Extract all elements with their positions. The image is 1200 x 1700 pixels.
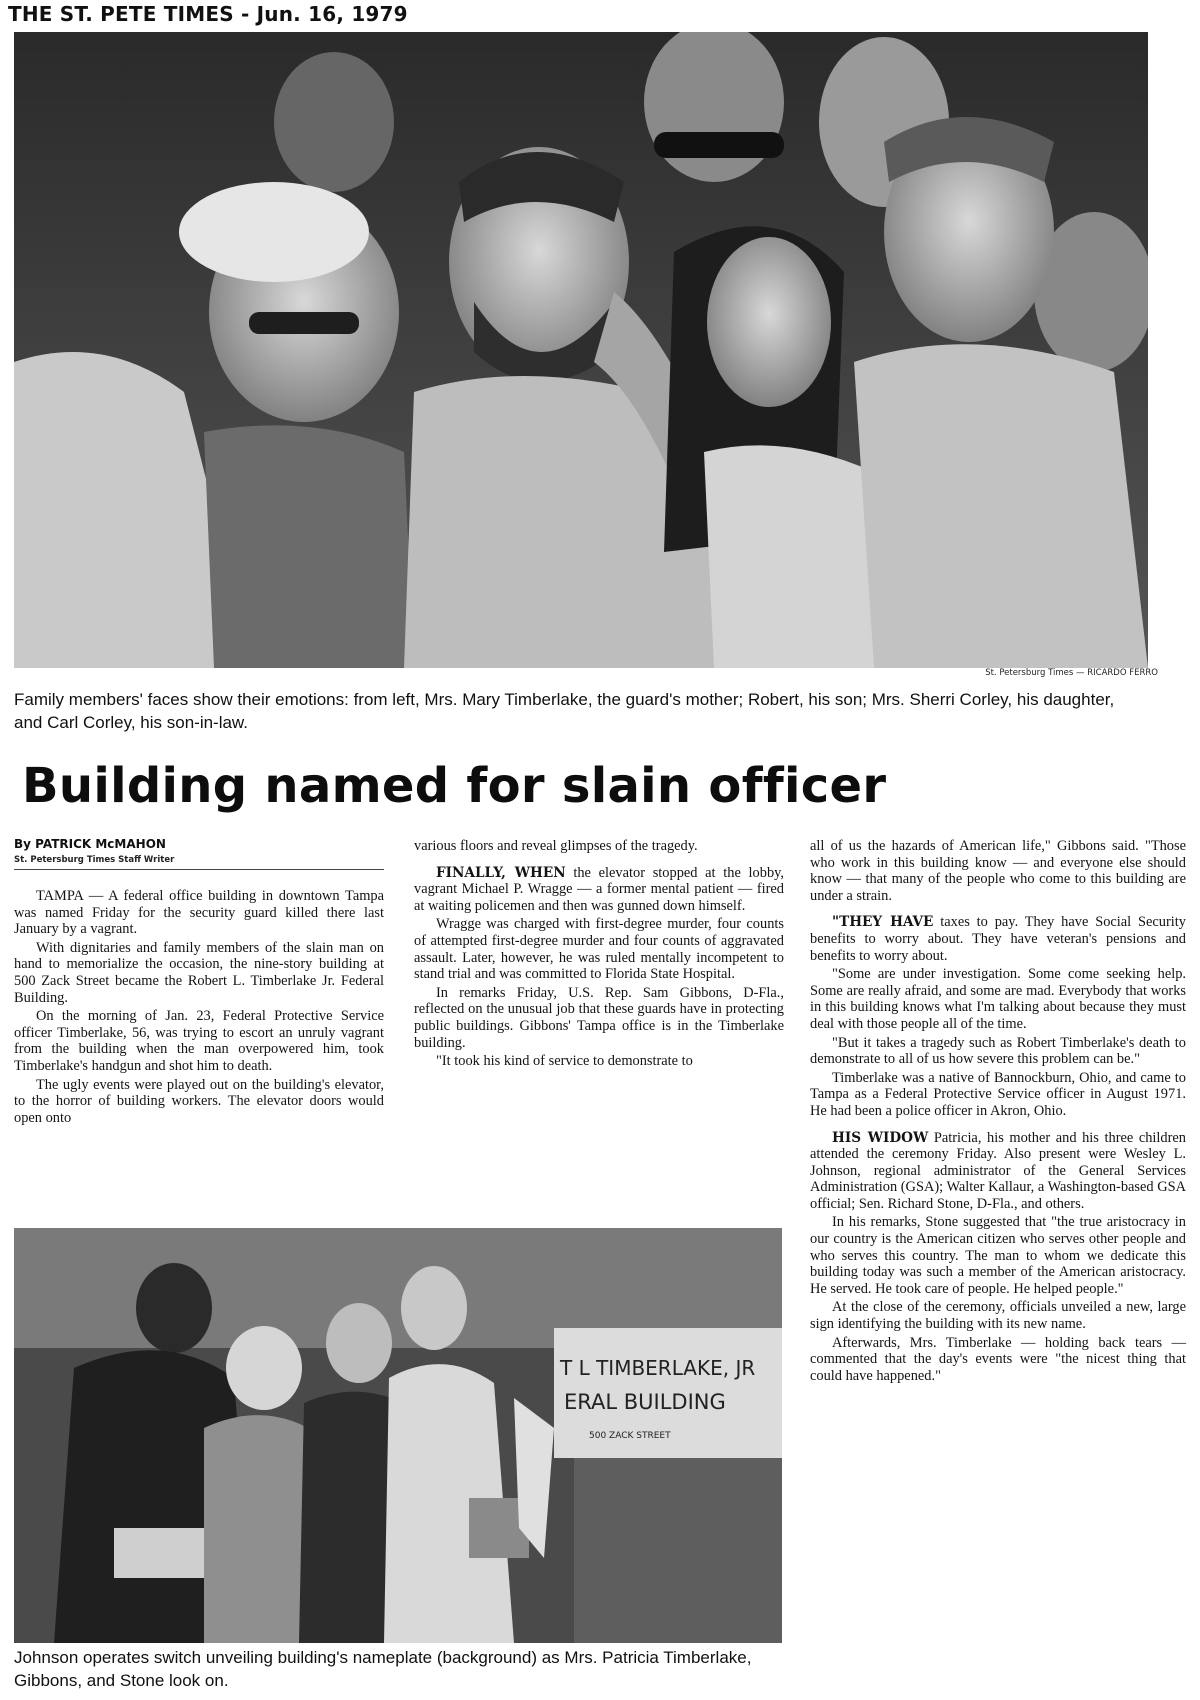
paragraph: Afterwards, Mrs. Timberlake — holding back tears — commented that the day's events were "the nicest thing that could have happened." — [810, 1334, 1186, 1384]
nameplate-line-3: 500 ZACK STREET — [589, 1431, 671, 1441]
bottom-photo — [14, 1228, 782, 1643]
paragraph: "But it takes a tragedy such as Robert Timberlake's death to demonstrate to all of us how severe this problem can be." — [810, 1034, 1186, 1068]
headline: Building named for slain officer — [22, 758, 887, 814]
paragraph: On the morning of Jan. 23, Federal Protective Service officer Timberlake, 56, was trying to escort an unruly vagrant from the building when the man overpowered him, took Timberlake's handgun and shot him to death. — [14, 1008, 384, 1074]
subhead-kicker: FINALLY, WHEN — [436, 864, 566, 881]
paragraph: In his remarks, Stone suggested that "the true aristocracy in our country is the American citizen who serves other people and who serves this country. The man to whom we dedicate this building today was such a member of the American aristocracy. He served. He took care of people. He helped people." — [810, 1214, 1186, 1297]
photo-credit: St. Petersburg Times — RICARDO FERRO — [985, 668, 1158, 678]
paragraph: Timberlake was a native of Bannockburn, Ohio, and came to Tampa as a Federal Protective Service officer in August 1971. He had been a police officer in Akron, Ohio. — [810, 1069, 1186, 1119]
paragraph — [414, 865, 784, 915]
paragraph-text: taxes to pay. They have Social Security benefits to worry about. They have veteran's pensions and benefits to worry about. — [810, 914, 1186, 964]
article-column-3 — [810, 838, 1186, 1386]
paragraph: all of us the hazards of American life," Gibbons said. "Those who work in this building know — and everyone else should know — that many of the people who come to this building are under a strain. — [810, 838, 1186, 904]
byline-role: St. Petersburg Times Staff Writer — [14, 855, 384, 870]
top-photo-caption: Family members' faces show their emotions: from left, Mrs. Mary Timberlake, the guard's mother; Robert, his son; Mrs. Sherri Corley, his daughter, and Carl Corley, his son-in-law. — [14, 690, 1115, 732]
paragraph: With dignitaries and family members of the slain man on hand to memorialize the occasion, the nine-story building at 500 Zack Street became the Robert L. Timberlake Jr. Federal Building. — [14, 939, 384, 1006]
paragraph-text: the elevator stopped at the lobby, vagrant Michael P. Wragge — a former mental patient — fired at waiting policemen and then was gunned down himself. — [414, 864, 784, 914]
bottom-photo-caption: Johnson operates switch unveiling building's nameplate (background) as Mrs. Patricia Timberlake, Gibbons, and Stone look on. — [14, 1648, 752, 1690]
paragraph: At the close of the ceremony, officials unveiled a new, large sign identifying the building with its new name. — [810, 1299, 1186, 1333]
nameplate-line-2: ERAL BUILDING — [564, 1390, 726, 1414]
subhead-kicker: "THEY HAVE — [832, 914, 934, 931]
paragraph: "It took his kind of service to demonstrate to — [436, 1053, 693, 1070]
article-column-2 — [414, 838, 784, 1072]
subhead-kicker: HIS WIDOW — [832, 1129, 929, 1146]
article-column-1 — [14, 876, 384, 1128]
paragraph: TAMPA — A federal office building in downtown Tampa was named Friday for the security guard killed there last January by a vagrant. — [14, 888, 384, 938]
paragraph-text: Patricia, his mother and his three children attended the ceremony Friday. Also present were Wesley L. Johnson, regional administrator of the General Services Administration (GSA); Walter Kallaur, a Washington-based GSA official; Sen. Richard Stone, D-Fla., and others. — [810, 1129, 1186, 1212]
paragraph: Wragge was charged with first-degree murder, four counts of attempted first-degree murder and four counts of aggravated assault. Later, however, he was ruled mentally incompetent to stand trial and was committed to Florida State Hospital. — [414, 916, 784, 983]
byline-author: By PATRICK McMAHON — [14, 837, 166, 851]
nameplate-line-1: T L TIMBERLAKE, JR — [560, 1356, 756, 1380]
top-photo — [14, 32, 1148, 668]
masthead: THE ST. PETE TIMES - Jun. 16, 1979 — [8, 2, 408, 26]
paragraph: "Some are under investigation. Some come seeking help. Some are really afraid, and some are mad. Everybody that works in this building knows what I'm talking about because they must deal with those people all of the time. — [810, 966, 1186, 1032]
paragraph — [810, 914, 1186, 964]
paragraph — [810, 1130, 1186, 1213]
paragraph: In remarks Friday, U.S. Rep. Sam Gibbons, D-Fla., reflected on the unusual job that these guards have in protecting public buildings. Gibbons' Tampa office is in the Timberlake building. — [414, 984, 784, 1051]
paragraph: The ugly events were played out on the building's elevator, to the horror of building workers. The elevator doors would open onto — [14, 1076, 384, 1126]
paragraph: various floors and reveal glimpses of the tragedy. — [414, 838, 698, 854]
